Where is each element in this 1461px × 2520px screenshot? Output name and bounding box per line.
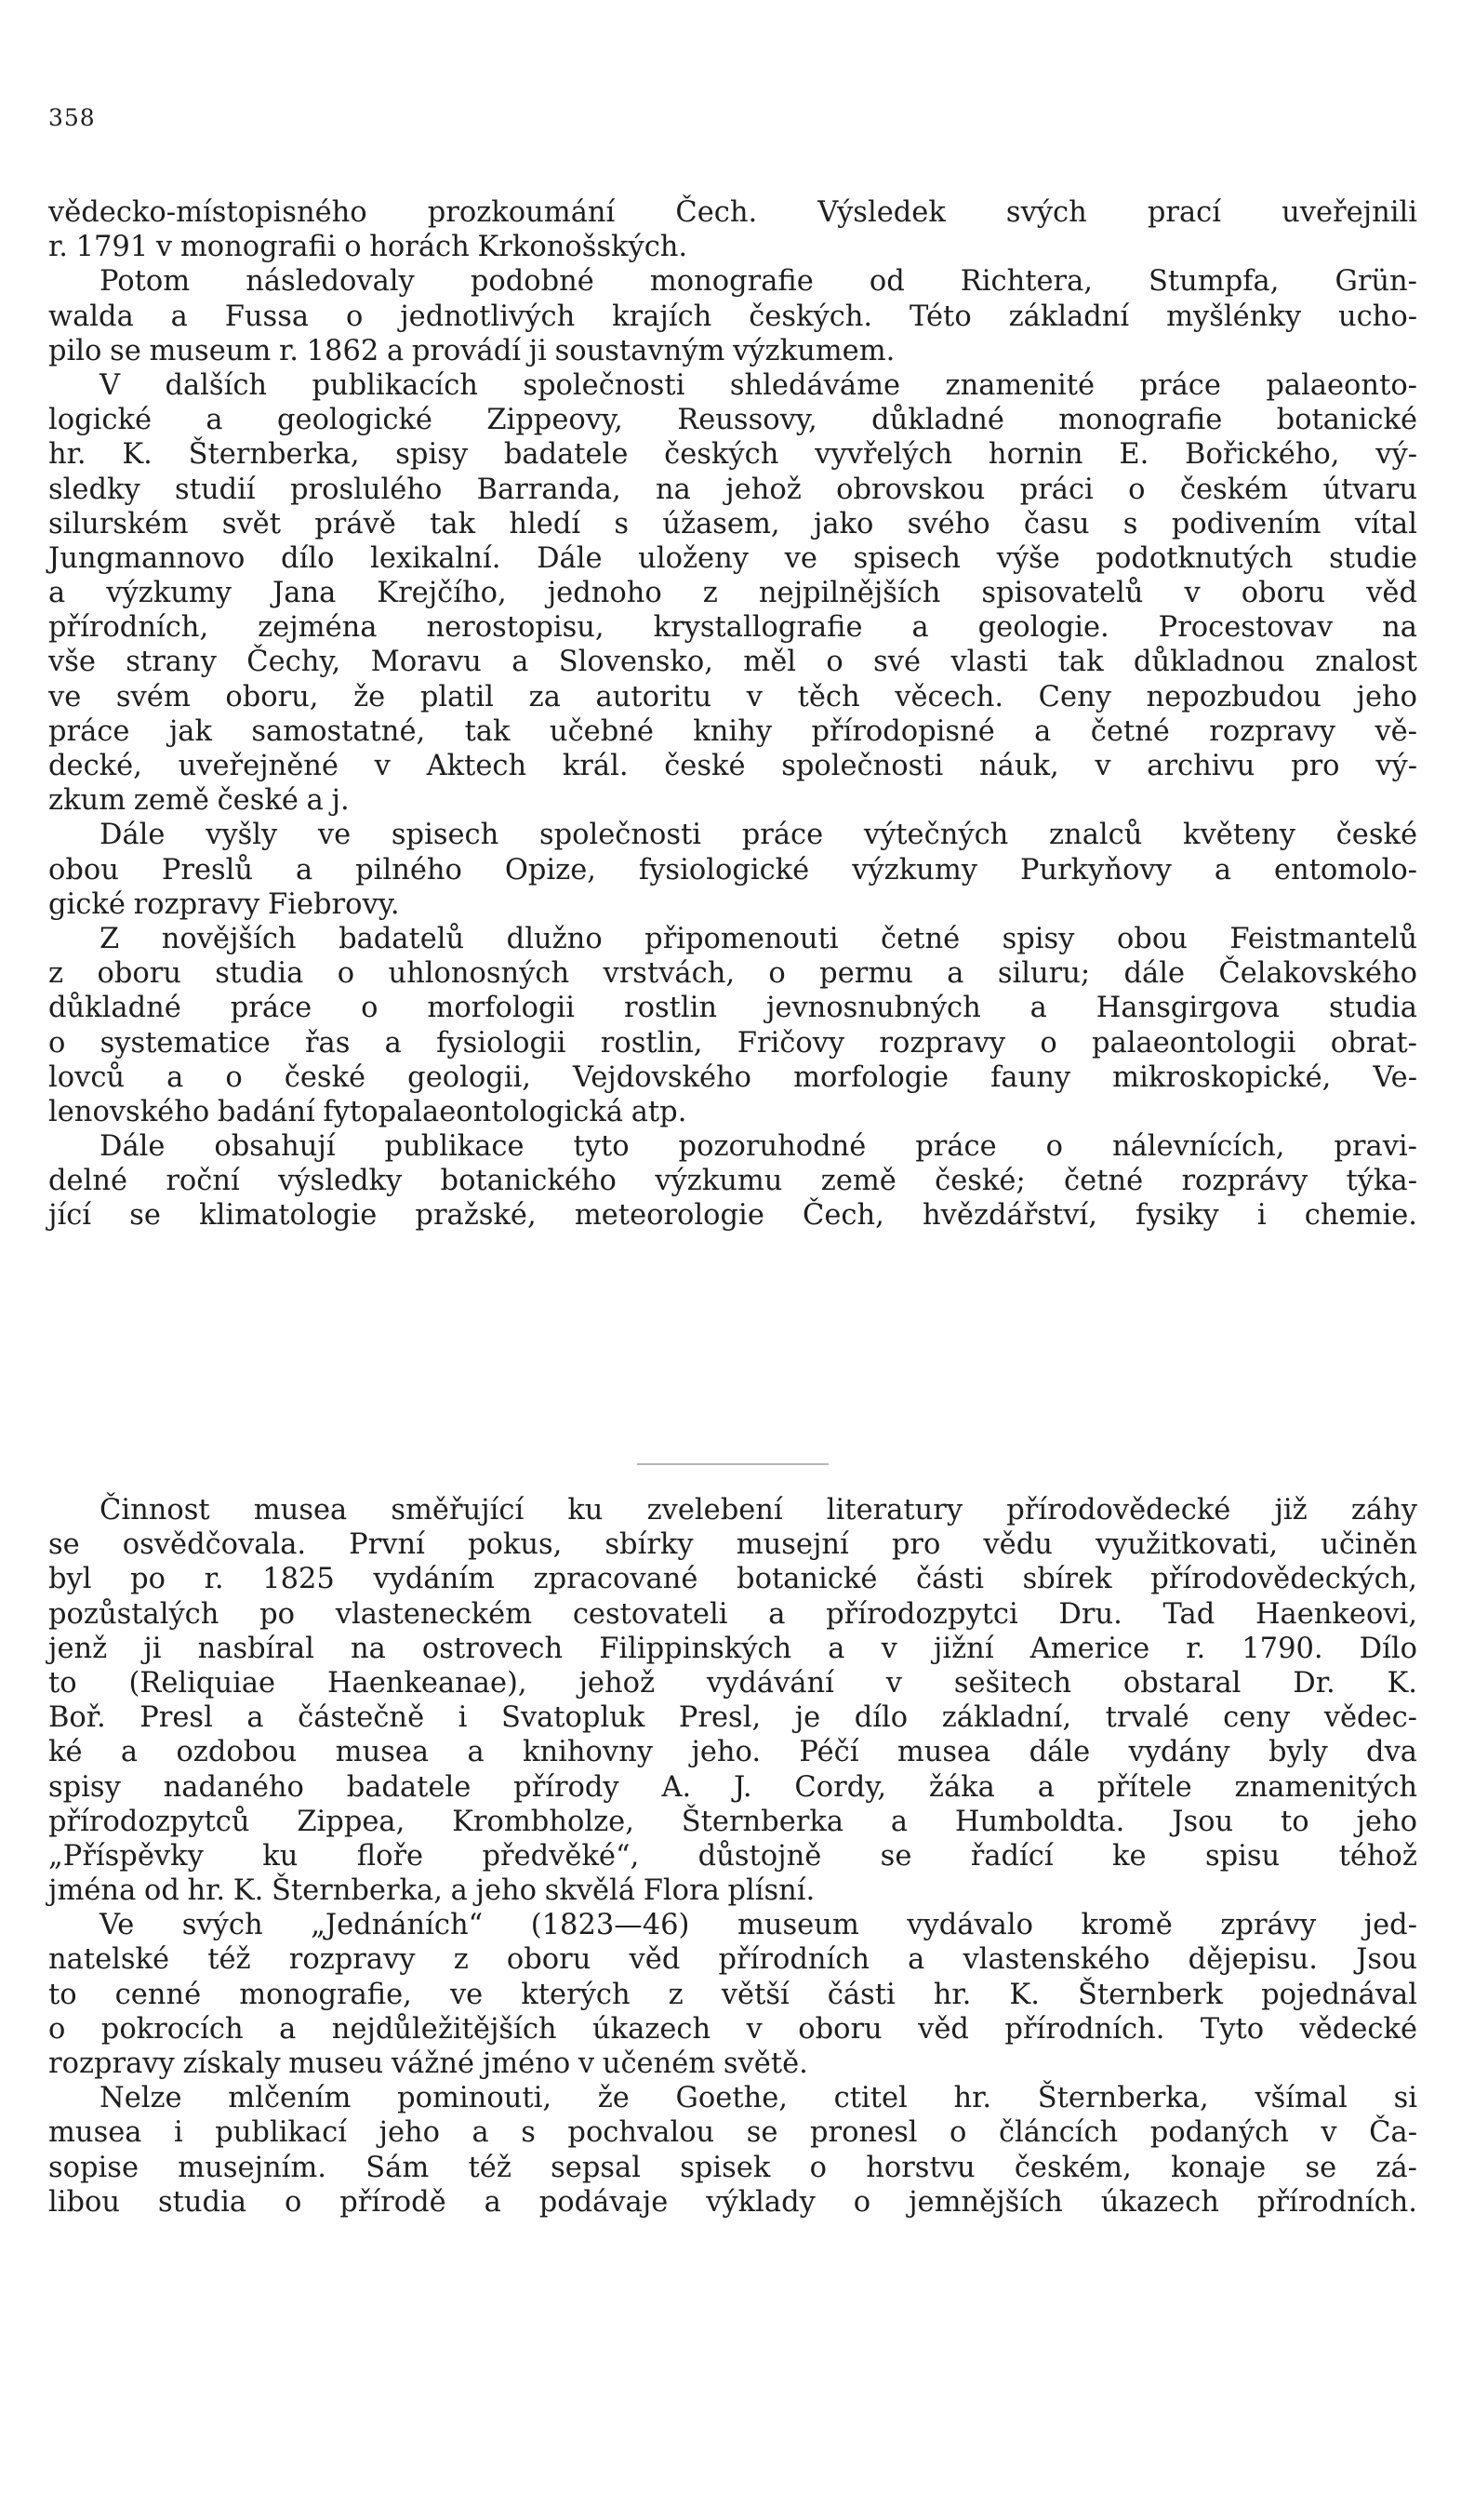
text-line: Dále obsahují publikace tyto pozoruhodné práce o nálevnících, pravi- [100, 1130, 1417, 1164]
text-line: natelské též rozpravy z oboru věd přírodních a vlastenského dějepisu. Jsou [48, 1943, 1417, 1977]
text-block-lower [48, 1493, 1417, 2220]
text-line: ké a ozdobou musea a knihovny jeho. Péčí musea dále vydány byly dva [48, 1736, 1417, 1769]
page-number: 358 [48, 104, 96, 131]
text-line: silurském svět právě tak hledí s úžasem, jako svého času s podivením vítal [48, 507, 1417, 540]
text-line: přírodozpytců Zippea, Krombholze, Šternberka a Humboldta. Jsou to jeho [48, 1805, 1417, 1838]
text-line: delné roční výsledky botanického výzkumu země české; četné rozprávy týka- [48, 1165, 1417, 1198]
text-line: Z novějších badatelů dlužno připomenouti četné spisy obou Feistmantelů [100, 922, 1417, 955]
text-line: jména od hr. K. Šternberka, a jeho skvělá Flora plísní. [48, 1874, 816, 1908]
text-line: logické a geologické Zippeovy, Reussovy, důkladné monografie botanické [48, 404, 1417, 437]
text-block-upper [48, 195, 1417, 1233]
text-line: ve svém oboru, že platil za autoritu v těch věcech. Ceny nepozbudou jeho [48, 680, 1417, 713]
text-line: to cenné monografie, ve kterých z větší části hr. K. Šternberk pojednával [48, 1978, 1417, 2011]
text-line: vše strany Čechy, Moravu a Slovensko, měl o své vlasti tak důkladnou znalost [48, 646, 1417, 679]
text-line: Jungmannovo dílo lexikalní. Dále uloženy ve spisech výše podotknutých studie [48, 541, 1417, 575]
text-line: Ve svých „Jednáních“ (1823—46) museum vydávalo kromě zprávy jed- [100, 1909, 1417, 1942]
text-line: o pokrocích a nejdůležitějších úkazech v oboru věd přírodních. Tyto vědecké [48, 2012, 1417, 2046]
text-line: o systematice řas a fysiologii rostlin, Fričovy rozpravy o palaeontologii obrat- [48, 1026, 1417, 1060]
text-line: lenovského badání fytopalaeontologická atp. [48, 1095, 687, 1128]
text-line: rozpravy získaly museu vážné jméno v učeném světě. [48, 2047, 808, 2080]
text-line: musea i publikací jeho a s pochvalou se pronesl o článcích podaných v Ča- [48, 2116, 1417, 2150]
text-line: se osvědčovala. První pokus, sbírky musejní pro vědu využitkovati, učiněn [48, 1528, 1417, 1562]
text-line: libou studia o přírodě a podávaje výklady o jemnějších úkazech přírodních. [48, 2185, 1417, 2219]
text-line: Potom následovaly podobné monografie od Richtera, Stumpfa, Grün- [100, 265, 1417, 299]
text-line: pilo se museum r. 1862 a provádí ji soustavným výzkumem. [48, 334, 896, 367]
text-line: „Příspěvky ku floře předvěké“, důstojně se řadící ke spisu téhož [48, 1839, 1417, 1873]
text-line: z oboru studia o uhlonosných vrstvách, o permu a siluru; dále Čelakovského [48, 957, 1417, 991]
text-line: spisy nadaného badatele přírody A. J. Cordy, žáka a přítele znamenitých [48, 1770, 1417, 1804]
text-line: Nelze mlčením pominouti, že Goethe, ctitel hr. Šternberka, všímal si [100, 2082, 1417, 2115]
text-line: jenž ji nasbíral na ostrovech Filippinských a v jižní Americe r. 1790. Dílo [48, 1632, 1417, 1665]
text-line: r. 1791 v monografii o horách Krkonošských. [48, 231, 688, 264]
text-line: lovců a o české geologii, Vejdovského morfologie fauny mikroskopické, Ve- [48, 1060, 1417, 1094]
text-line: V dalších publikacích společnosti shledáváme znamenité práce palaeonto- [100, 368, 1417, 402]
text-line: pozůstalých po vlasteneckém cestovateli a přírodozpytci Dru. Tad Haenkeovi, [48, 1597, 1417, 1631]
text-line: to (Reliquiae Haenkeanae), jehož vydávání v sešitech obstaral Dr. K. [48, 1666, 1417, 1700]
text-line: sledky studií proslulého Barranda, na jehož obrovskou práci o českém útvaru [48, 473, 1417, 506]
text-line: práce jak samostatné, tak učebné knihy přírodopisné a četné rozpravy vě- [48, 714, 1417, 748]
text-line: Dále vyšly ve spisech společnosti práce výtečných znalců květeny české [100, 819, 1417, 852]
text-line: vědecko-místopisného prozkoumání Čech. Výsledek svých prací uveřejnili [48, 196, 1417, 229]
text-line: decké, uveřejněné v Aktech král. české společnosti náuk, v archivu pro vý- [48, 750, 1417, 782]
text-line: Boř. Presl a částečně i Svatopluk Presl, je dílo základní, trvalé ceny vědec- [48, 1701, 1417, 1735]
text-line: zkum země české a j. [48, 784, 350, 818]
section-separator [637, 1463, 829, 1465]
text-line: Činnost musea směřující ku zvelebení literatury přírodovědecké již záhy [100, 1494, 1417, 1527]
text-line: sopise musejním. Sám též sepsal spisek o horstvu českém, konaje se zá- [48, 2151, 1417, 2184]
text-line: důkladné práce o morfologii rostlin jevnosnubných a Hansgirgova studia [48, 992, 1417, 1025]
text-line: gické rozpravy Fiebrovy. [48, 887, 400, 921]
text-line: hr. K. Šternberka, spisy badatele českých vyvřelých hornin E. Bořického, vý- [48, 438, 1417, 472]
text-line: obou Preslů a pilného Opize, fysiologické výzkumy Purkyňovy a entomolo- [48, 853, 1417, 887]
text-line: a výzkumy Jana Krejčího, jednoho z nejpilnějších spisovatelů v oboru věd [48, 577, 1417, 610]
text-line: jící se klimatologie pražské, meteorologie Čech, hvězdářství, fysiky i chemie. [48, 1199, 1417, 1233]
text-line: byl po r. 1825 vydáním zpracované botanické části sbírek přírodovědeckých, [48, 1563, 1417, 1596]
text-line: walda a Fussa o jednotlivých krajích českých. Této základní myšlénky ucho- [48, 300, 1417, 333]
text-line: přírodních, zejména nerostopisu, krystallografie a geologie. Procestovav na [48, 611, 1417, 645]
